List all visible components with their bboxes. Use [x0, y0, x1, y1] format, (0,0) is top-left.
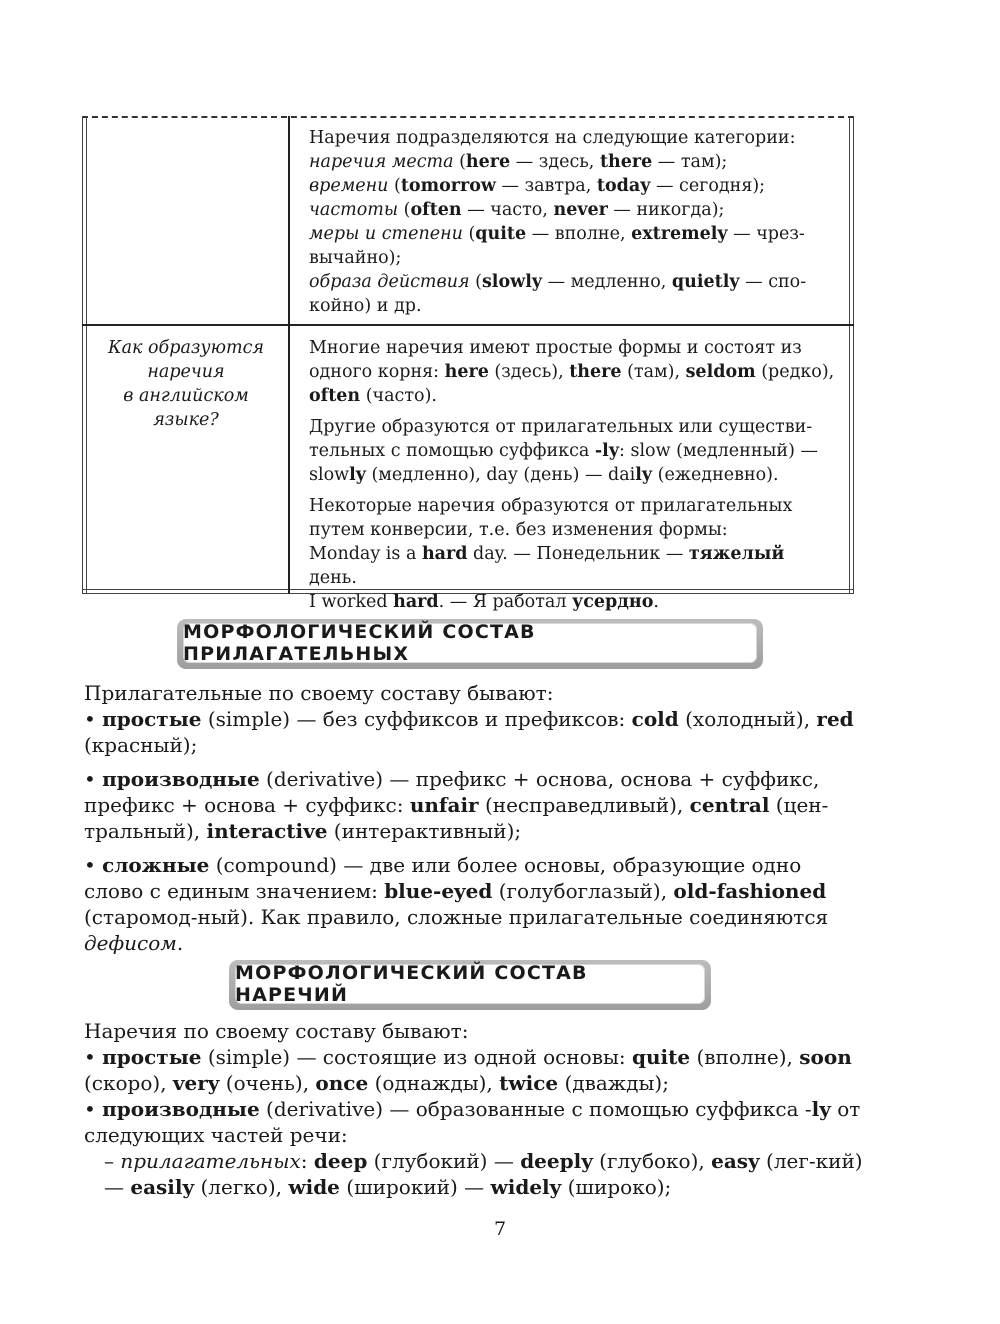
- section-title-adverbs: МОРФОЛОГИЧЕСКИЙ СОСТАВ НАРЕЧИЙ: [235, 964, 705, 1004]
- answer-paragraph-simple-forms: Многие наречия имеют простые формы и состоят из одного корня: here (здесь), there (там), seldom (редко), often (часто).: [309, 338, 835, 406]
- list-item-compound-adjectives: • сложные (compound) — две или более основы, образующие одно слово с единым значением: blue-eyed (голубоглазый), old-fashioned (старомод-ный). Как правило, сложные прилагательные соединяются дефисом.: [84, 853, 829, 955]
- table-cell-answer: [309, 336, 837, 621]
- adverbs-intro: Наречия по своему составу бывают:: [84, 1019, 469, 1043]
- answer-paragraph-suffix-ly: Другие образуются от прилагательных или существи-тельных с помощью суффикса -ly: slow (медленный) — slowly (медленно), day (день) — daily (ежедневно).: [309, 417, 818, 485]
- adverbs-table: [82, 116, 854, 612]
- sub-item-from-adjectives: – прилагательных: deep (глубокий) — deeply (глубоко), easy (лег-кий) — easily (легко), wide (широкий) — widely (широко);: [104, 1149, 863, 1199]
- answer-paragraph-conversion: Некоторые наречия образуются от прилагательных путем конверсии, т.е. без изменения формы: Monday is a hard day. — Понедельник — тяжелый день. I worked hard. — Я работал усердно.: [309, 494, 837, 614]
- category-place: наречия места (here — здесь, there — там);: [309, 152, 728, 172]
- page-number: 7: [493, 1218, 507, 1240]
- category-degree-cont: вычайно);: [309, 248, 402, 268]
- category-degree: меры и степени (quite — вполне, extremely — чрез-: [309, 224, 805, 244]
- table-top-dashed-border: [82, 116, 854, 118]
- list-item-derivative-adjectives: • производные (derivative) — префикс + основа, основа + суффикс, префикс + основа + суффикс: unfair (несправедливый), central (цен-тральный), interactive (интерактивный);: [84, 767, 829, 843]
- category-manner: образа действия (slowly — медленно, quietly — спо-: [309, 272, 807, 292]
- list-item-simple-adjectives: • простые (simple) — без суффиксов и префиксов: cold (холодный), red (красный);: [84, 707, 854, 757]
- categories-intro: Наречия подразделяются на следующие категории:: [309, 128, 796, 148]
- category-time: времени (tomorrow — завтра, today — сегодня);: [309, 176, 766, 196]
- category-manner-cont: койно) и др.: [309, 296, 422, 316]
- list-item-simple-adverbs: • простые (simple) — состоящие из одной основы: quite (вполне), soon (скоро), very (очень), once (однажды), twice (дважды);: [84, 1045, 852, 1095]
- category-frequency: частоты (often — часто, never — никогда);: [309, 200, 725, 220]
- conversion-example-2: I worked hard. — Я работал усердно.: [309, 592, 659, 612]
- section-header-adverbs: [229, 960, 711, 1010]
- table-cell-adverb-categories: [309, 126, 837, 318]
- list-item-derivative-adverbs: • производные (derivative) — образованные с помощью суффикса -ly от следующих частей речи:: [84, 1097, 861, 1147]
- table-column-divider: [288, 116, 290, 594]
- conversion-example-1: Monday is a hard day. — Понедельник — тяжелый день.: [309, 544, 785, 588]
- table-left-border: [82, 116, 87, 594]
- table-row-divider: [82, 324, 854, 326]
- section-title-adjectives: МОРФОЛОГИЧЕСКИЙ СОСТАВ ПРИЛАГАТЕЛЬНЫХ: [183, 623, 757, 663]
- table-right-border: [849, 116, 854, 594]
- section-body-adverbs: [84, 1018, 864, 1200]
- adjectives-intro: Прилагательные по своему составу бывают:: [84, 681, 554, 705]
- section-header-adjectives: [177, 619, 763, 669]
- section-body-adjectives: [84, 680, 864, 956]
- table-cell-question: Как образуются наречия в английском языке?: [108, 338, 264, 430]
